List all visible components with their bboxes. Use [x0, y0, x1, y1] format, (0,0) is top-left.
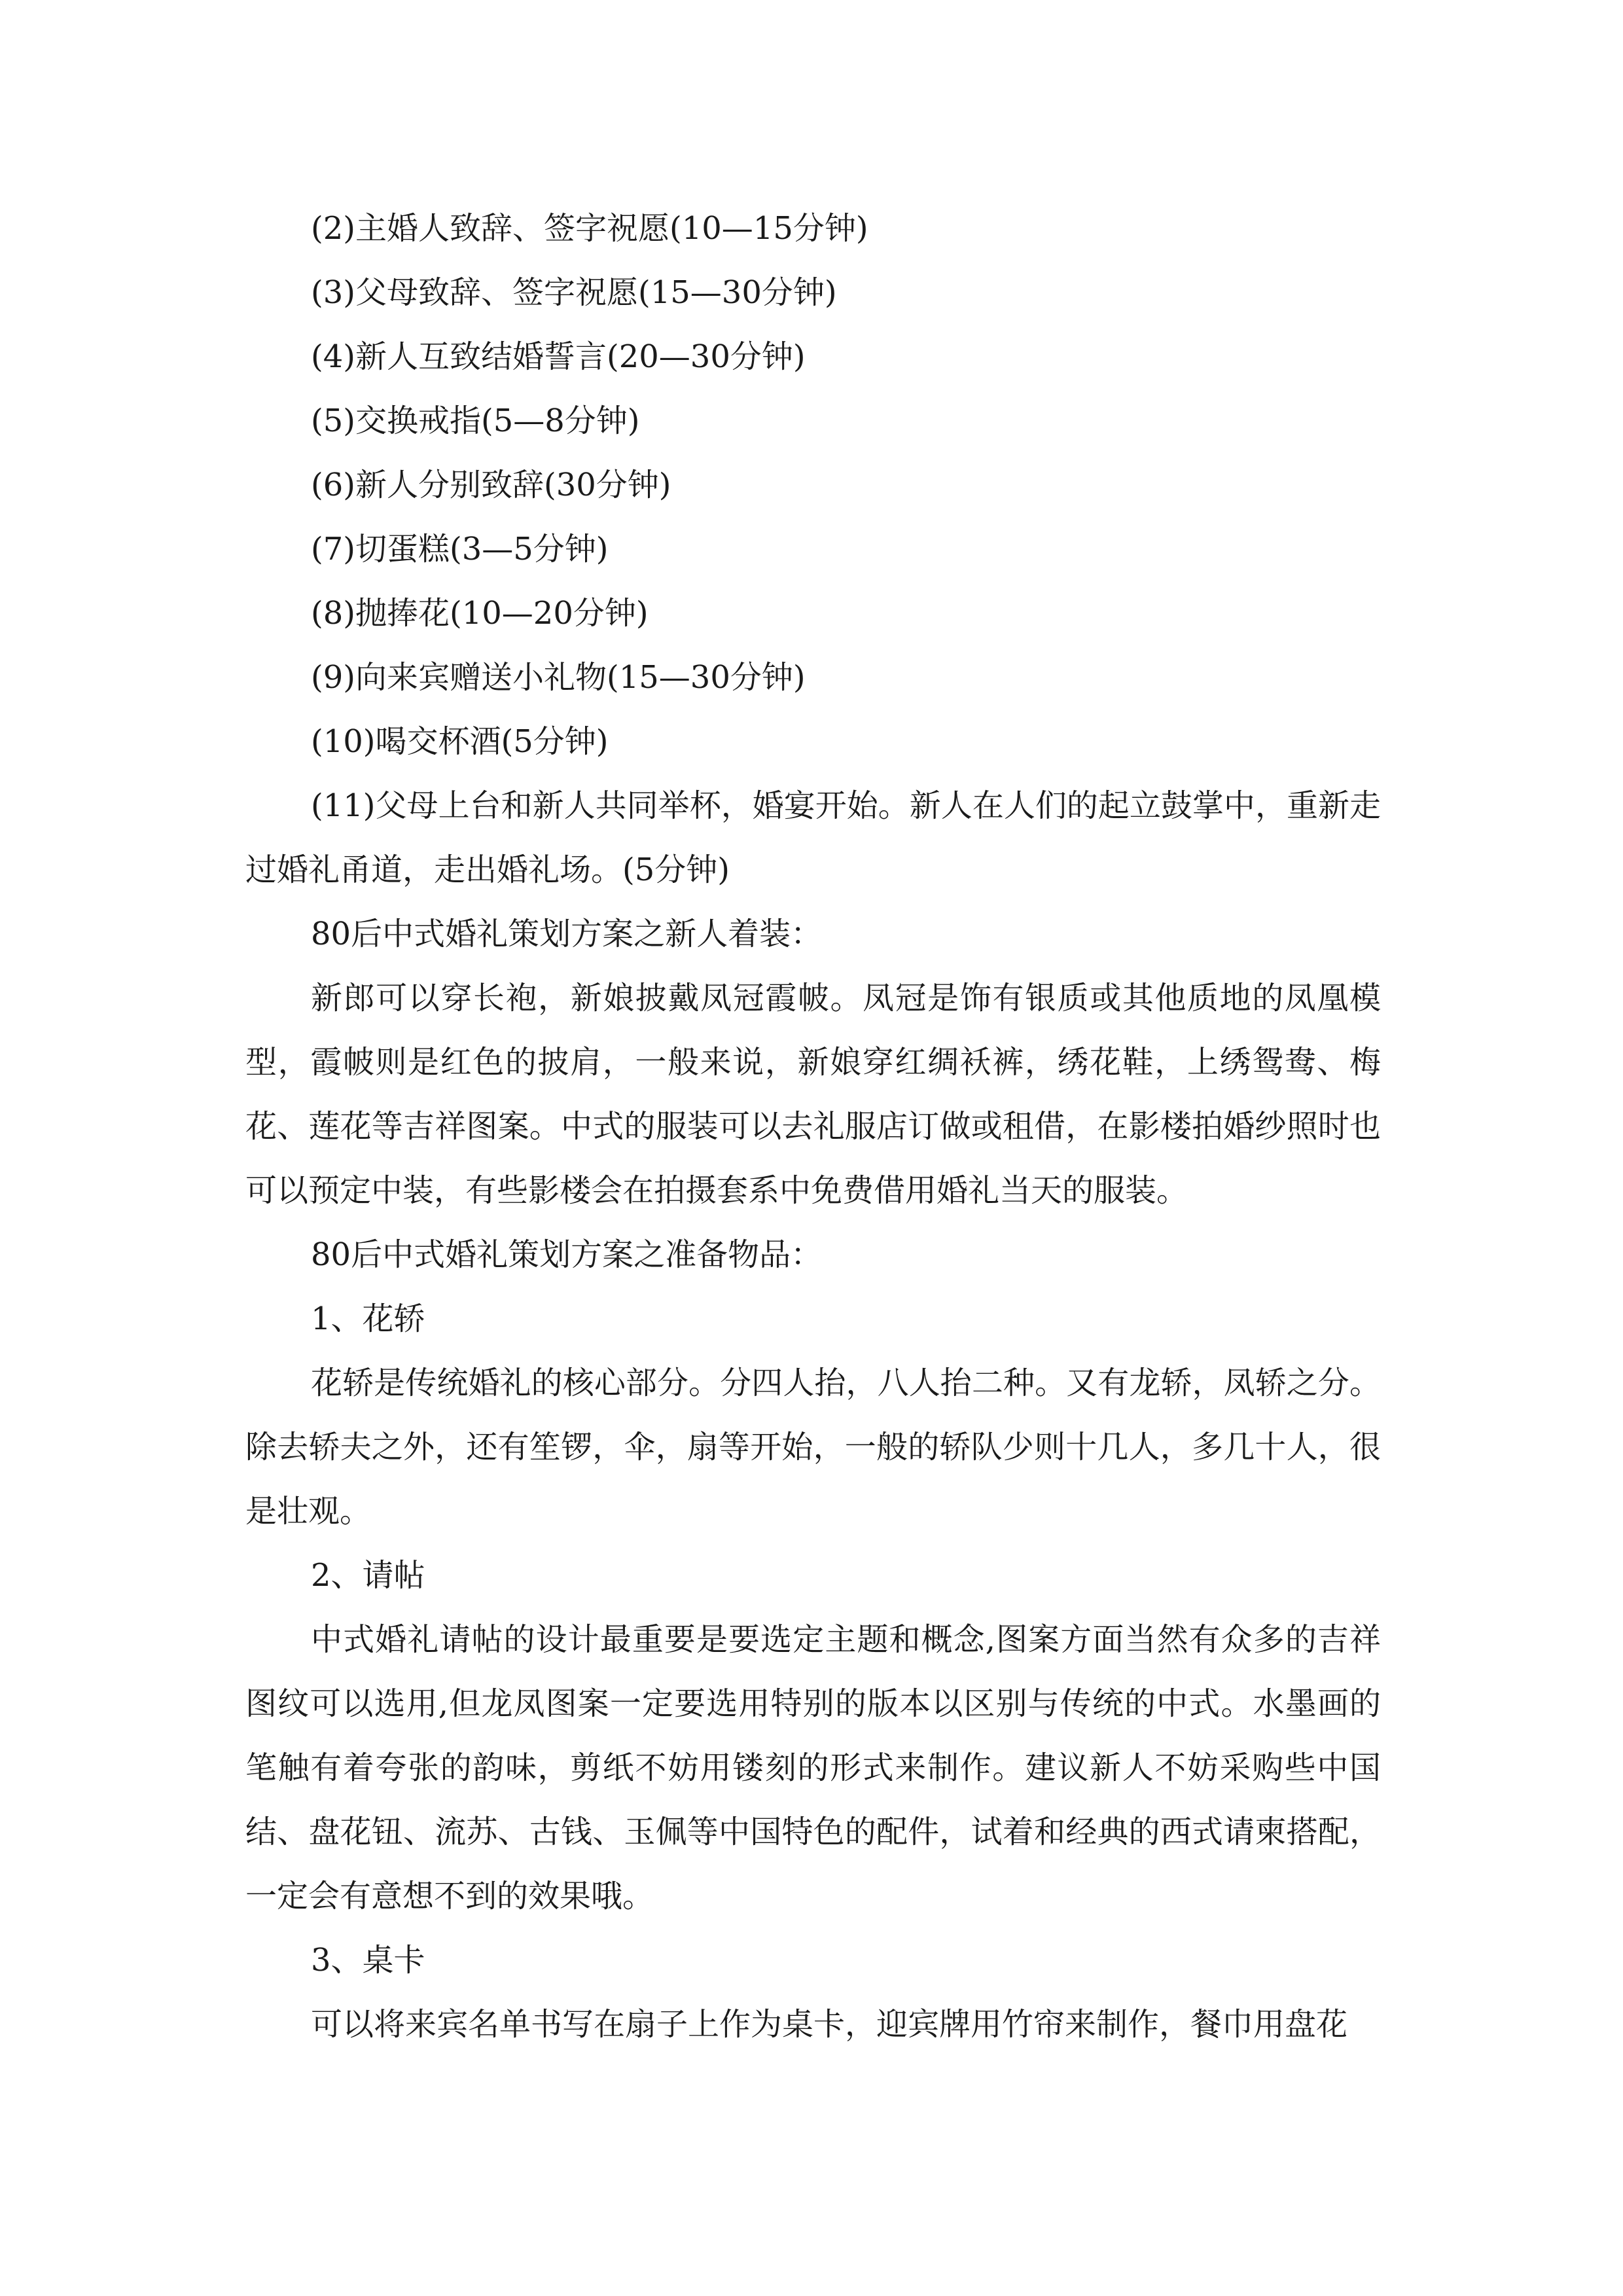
invitation-paragraph: 中式婚礼请帖的设计最重要是要选定主题和概念,图案方面当然有众多的吉祥图纹可以选用,但龙凤图案一定要选用特别的版本以区别与传统的中式。水墨画的笔触有着夸张的韵味，剪纸不妨用镂刻的形式来制作。建议新人不妨采购些中国结、盘花钮、流苏、古钱、玉佩等中国特色的配件，试着和经典的西式请柬搭配，一定会有意想不到的效果哦。: [245, 1621, 1381, 1914]
section-heading-attire: 80后中式婚礼策划方案之新人着装：: [311, 916, 823, 952]
item-heading-invitation: 2、请帖: [311, 1557, 425, 1594]
agenda-item-11: (11)父母上台和新人共同举杯，婚宴开始。新人在人们的起立鼓掌中，重新走过婚礼甬道，走出婚礼场。(5分钟): [245, 787, 1381, 888]
sedan-paragraph: 花轿是传统婚礼的核心部分。分四人抬，八人抬二种。又有龙轿，凤轿之分。除去轿夫之外，还有笙锣，伞，扇等开始，一般的轿队少则十几人，多几十人，很是壮观。: [245, 1365, 1381, 1530]
item-heading-table-card: 3、桌卡: [311, 1942, 425, 1979]
agenda-item-9: (9)向来宾赠送小礼物(15—30分钟): [311, 659, 806, 696]
agenda-item-2: (2)主婚人致辞、签字祝愿(10—15分钟): [311, 210, 868, 247]
agenda-item-3: (3)父母致辞、签字祝愿(15—30分钟): [311, 274, 837, 311]
agenda-item-8: (8)抛捧花(10—20分钟): [311, 595, 649, 632]
section-heading-items: 80后中式婚礼策划方案之准备物品：: [311, 1236, 823, 1273]
agenda-item-4: (4)新人互致结婚誓言(20—30分钟): [311, 338, 806, 375]
agenda-item-5: (5)交换戒指(5—8分钟): [311, 403, 640, 439]
agenda-item-6: (6)新人分别致辞(30分钟): [311, 467, 671, 503]
agenda-item-7: (7)切蛋糕(3—5分钟): [311, 531, 609, 567]
document-body: [245, 196, 1381, 2056]
table-card-paragraph: 可以将来宾名单书写在扇子上作为桌卡，迎宾牌用竹帘来制作，餐巾用盘花: [311, 2006, 1348, 2043]
item-heading-sedan: 1、花轿: [311, 1300, 425, 1337]
attire-paragraph: 新郎可以穿长袍，新娘披戴凤冠霞帔。凤冠是饰有银质或其他质地的凤凰模型，霞帔则是红色的披肩，一般来说，新娘穿红绸袄裤，绣花鞋，上绣鸳鸯、梅花、莲花等吉祥图案。中式的服装可以去礼服店订做或租借，在影楼拍婚纱照时也可以预定中装，有些影楼会在拍摄套系中免费借用婚礼当天的服装。: [245, 980, 1381, 1209]
agenda-item-10: (10)喝交杯酒(5分钟): [311, 723, 609, 760]
